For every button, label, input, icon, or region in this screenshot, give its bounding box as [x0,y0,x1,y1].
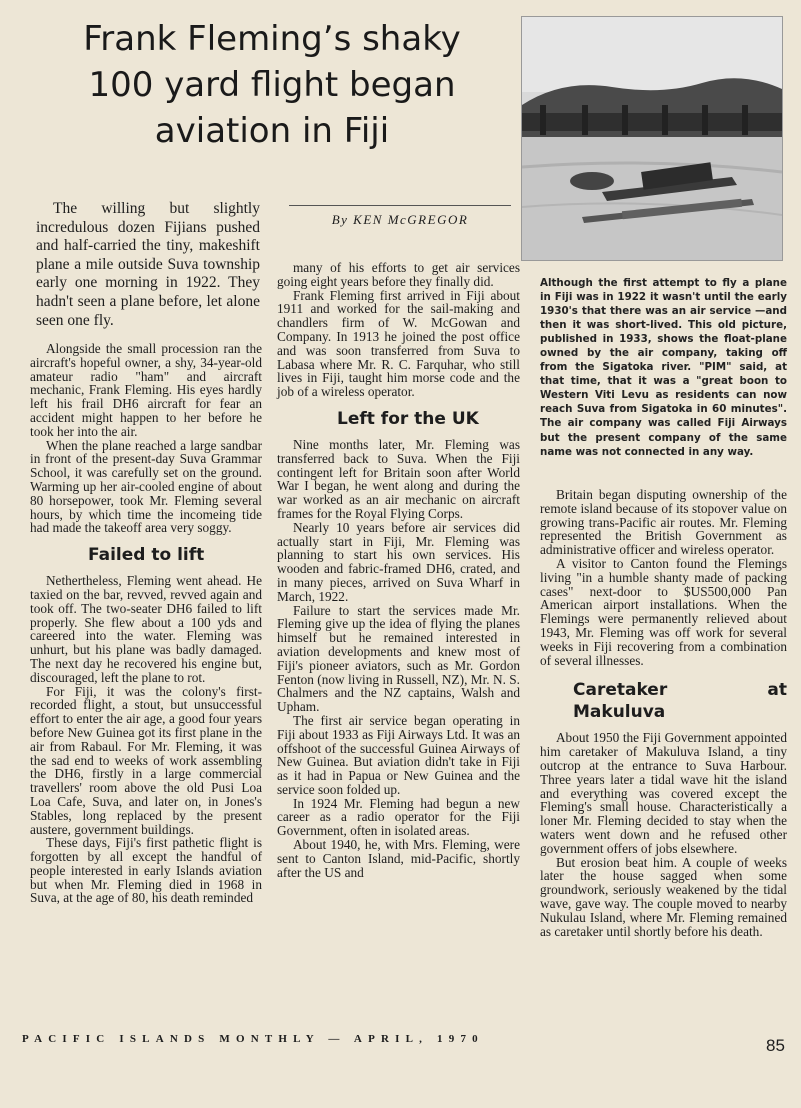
paragraph: many of his efforts to get air services going eight years before they finally did. [277,260,520,289]
lead-paragraph [36,200,260,330]
paragraph: Nine months later, Mr. Fleming was transferred back to Suva. When the Fiji contingent left for Britain soon after World War I began, he went along and during the war worked as an air mechanic on aircraft frames for the Royal Flying Corps. [277,436,520,521]
paragraph: Britain began disputing ownership of the remote island because of its stopover value on growing trans-Pacific air routes. Mr. Fleming represented the British Government as administrative officer and wireless operator. [540,487,787,558]
float-plane-photo [521,16,783,261]
section-heading: Left for the UK [337,408,479,429]
title-line: 100 yard flight began [88,65,456,105]
paragraph: The first air service began operating in Fiji about 1933 as Fiji Airways Ltd. It was an offshoot of the successful Guinea Airways of New Guinea. But aviation didn't take in Fiji as it had in Papua or New Guinea and the service soon folded up. [277,712,520,797]
photo-caption: Although the first attempt to fly a plane in Fiji was in 1922 it wasn't until the early 1930's that there was an air service —and then it was short-lived. This old picture, published in 1933, shows the float-plane owned by the air company, taking off from the Sigatoka river. "PIM" said, at that time, that it was a "great boon to Western Viti Levu as residents can now reach Suva from Sigatoka in 60 minutes". The air company was called Fiji Airways but the present company of the same name was not connected in any way. [540,277,787,458]
section-heading: Caretaker at Makuluva [573,680,787,723]
paragraph: In 1924 Mr. Fleming had begun a new career as a radio operator for the Fiji Government, often in isolated areas. [277,795,520,839]
paragraph: Alongside the small procession ran the aircraft's hopeful owner, a shy, 34-year-old amateur radio "ham" and aircraft mechanic, Frank Fleming. His eyes hardly left his frail DH6 aircraft for fear an accident might happen to her before he took her into the air. [30,341,262,439]
paragraph: A visitor to Canton found the Flemings living "in a humble shanty made of packing cases" next-door to $US500,000 Pan American airport installations. When the Flemings were permanently relieved about 1943, Mr. Fleming was off work for several weeks in Fiji recovering from a combination of several illnesses. [540,555,787,668]
paragraph: These days, Fiji's first pathetic flight is forgotten by all except the handful of people interested in early Islands aviation but when Mr. Fleming died in 1968 in Suva, at the age of 80, his death reminded [30,835,262,906]
paragraph: Failure to start the services made Mr. Fleming give up the idea of flying the planes himself but he remained interested in aviation developments and knew most of Fiji's pioneer aviators, such as Mr. Gordon Fenton (now living in Russell, NZ), Mr. N. S. Chalmers and the NZ captains, Walsh and Upham. [277,602,520,715]
article-column-3 [540,488,787,938]
section-heading: Failed to lift [88,545,205,566]
article-column-2 [277,261,520,879]
paragraph: About 1940, he, with Mrs. Fleming, were sent to Canton Island, mid-Pacific, shortly after the US and [277,837,520,880]
article-title [62,16,482,154]
paragraph: Nethertheless, Fleming went ahead. He taxied on the bar, revved, revved again and took off. The two-seater DH6 failed to lift properly. She flew about a 100 yds and careered into the water. Fleming was unhurt, but his plane was badly damaged. The next day he recovered his engine but, discouraged, left the plane to rot. [30,573,262,685]
byline: By KEN McGREGOR [331,212,469,227]
article-column-1 [30,342,262,905]
paragraph: Nearly 10 years before air services did actually start in Fiji, Mr. Fleming was planning to start his own services. His wooden and fabric-framed DH6, crated, and in many pieces, arrived on Suva Wharf in March, 1922. [277,519,520,604]
magazine-footer: PACIFIC ISLANDS MONTHLY — APRIL, 1970 [22,1033,484,1045]
title-line: aviation in Fiji [154,111,390,151]
paragraph: But erosion beat him. A couple of weeks later the house sagged when some groundwork, seriously weakened by the tidal wave, gave way. The couple moved to nearby Nukulau Island, where Mr. Fleming remained as caretaker until shortly before his death. [540,854,787,939]
lead-text: The willing but slightly incredulous dozen Fijians pushed and half-carried the tiny, makeshift plane a mile outside Suva township early one morning in 1922. They hadn't seen a plane before, let alone seen one fly. [36,200,260,329]
paragraph: About 1950 the Fiji Government appointed him caretaker of Makuluva Island, a tiny outcrop at the entrance to Suva Harbour. Three years later a tidal wave hit the island and everything was covered except the Fleming's small house. Characteristically a loner Mr. Fleming decided to stay when the waters went down and he refused other government offers of jobs elsewhere. [540,730,787,856]
paragraph: For Fiji, it was the colony's first-recorded flight, a stout, but unsuccessful effort to enter the air age, a good four years before New Guinea got its first plane in the air from Rabaul. For Mr. Fleming, it was the sad end to weeks of work assembling the DH6, firstly in a large commercial travellers' room above the old Pusi Loa Loa Cafe, Suva, and later on, in Jones's Stables, long replaced by the present austere, government buildings. [30,683,262,837]
paragraph: Frank Fleming first arrived in Fiji about 1911 and worked for the sail-making and chandlers firm of W. McGowan and Company. In 1913 he joined the post office and was soon transferred from Suva to Labasa where Mr. R. C. Farquhar, who still lives in Fiji, taught him morse code and the job of a wireless operator. [277,287,520,400]
title-line: Frank Fleming’s shaky [83,19,461,59]
byline-divider [289,205,511,206]
paragraph: When the plane reached a large sandbar in front of the present-day Suva Grammar School, it was carefully set on the ground. Warming up her air-cooled engine of about 80 horsepower, took Mr. Fleming several hours, by which time the incomeing tide had made the takeoff area very soggy. [30,437,262,536]
page-number: 85 [766,1036,785,1055]
photo-illustration [522,17,782,260]
